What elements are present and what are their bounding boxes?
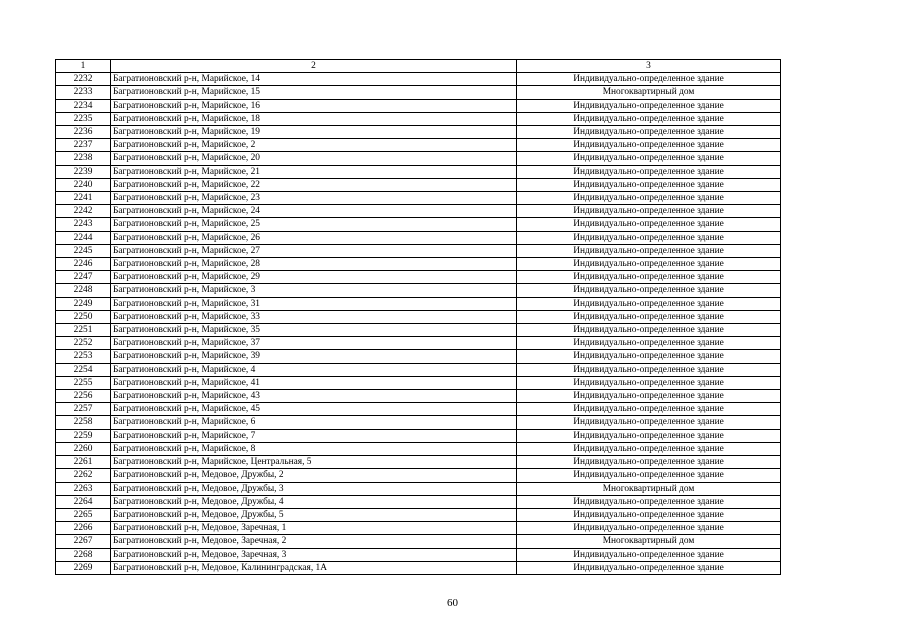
table-row [56, 86, 781, 99]
address-cell: Багратионовский р-н, Марийское, 23 [111, 192, 517, 205]
object-type-cell: Индивидуально-определенное здание [517, 416, 781, 429]
address-cell: Багратионовский р-н, Марийское, 2 [111, 139, 517, 152]
address-cell: Багратионовский р-н, Марийское, 37 [111, 337, 517, 350]
table-row [56, 178, 781, 191]
table-row [56, 297, 781, 310]
address-cell: Багратионовский р-н, Марийское, 29 [111, 271, 517, 284]
address-cell: Багратионовский р-н, Медовое, Заречная, 3 [111, 548, 517, 561]
object-type-cell: Индивидуально-определенное здание [517, 310, 781, 323]
address-cell: Багратионовский р-н, Медовое, Заречная, 2 [111, 535, 517, 548]
object-type-cell: Индивидуально-определенное здание [517, 258, 781, 271]
address-cell: Багратионовский р-н, Марийское, 18 [111, 112, 517, 125]
table-row [56, 376, 781, 389]
object-type-cell: Индивидуально-определенное здание [517, 271, 781, 284]
table-row [56, 126, 781, 139]
row-number: 2247 [56, 271, 111, 284]
row-number: 2236 [56, 126, 111, 139]
header-col-3: 3 [517, 60, 781, 73]
address-cell: Багратионовский р-н, Марийское, 45 [111, 403, 517, 416]
row-number: 2257 [56, 403, 111, 416]
row-number: 2264 [56, 495, 111, 508]
object-type-cell: Индивидуально-определенное здание [517, 244, 781, 257]
table-row [56, 139, 781, 152]
row-number: 2269 [56, 561, 111, 574]
row-number: 2263 [56, 482, 111, 495]
registry-table-body [56, 60, 781, 575]
object-type-cell: Индивидуально-определенное здание [517, 73, 781, 86]
registry-table [55, 59, 781, 575]
table-row [56, 244, 781, 257]
table-row [56, 205, 781, 218]
row-number: 2251 [56, 324, 111, 337]
table-row [56, 442, 781, 455]
row-number: 2268 [56, 548, 111, 561]
object-type-cell: Индивидуально-определенное здание [517, 456, 781, 469]
object-type-cell: Индивидуально-определенное здание [517, 442, 781, 455]
address-cell: Багратионовский р-н, Марийское, 19 [111, 126, 517, 139]
object-type-cell: Индивидуально-определенное здание [517, 112, 781, 125]
row-number: 2261 [56, 456, 111, 469]
table-row [56, 482, 781, 495]
row-number: 2232 [56, 73, 111, 86]
row-number: 2245 [56, 244, 111, 257]
table-row [56, 271, 781, 284]
address-cell: Багратионовский р-н, Марийское, 7 [111, 429, 517, 442]
table-row [56, 165, 781, 178]
row-number: 2253 [56, 350, 111, 363]
table-row [56, 99, 781, 112]
address-cell: Багратионовский р-н, Марийское, 41 [111, 376, 517, 389]
table-row [56, 508, 781, 521]
table-row [56, 310, 781, 323]
address-cell: Багратионовский р-н, Марийское, 27 [111, 244, 517, 257]
row-number: 2250 [56, 310, 111, 323]
object-type-cell: Многоквартирный дом [517, 535, 781, 548]
object-type-cell: Индивидуально-определенное здание [517, 284, 781, 297]
address-cell: Багратионовский р-н, Марийское, 39 [111, 350, 517, 363]
address-cell: Багратионовский р-н, Марийское, 21 [111, 165, 517, 178]
row-number: 2233 [56, 86, 111, 99]
table-row [56, 403, 781, 416]
object-type-cell: Индивидуально-определенное здание [517, 429, 781, 442]
table-row [56, 192, 781, 205]
object-type-cell: Индивидуально-определенное здание [517, 561, 781, 574]
address-cell: Багратионовский р-н, Медовое, Дружбы, 3 [111, 482, 517, 495]
table-row [56, 73, 781, 86]
table-row [56, 456, 781, 469]
table-row [56, 495, 781, 508]
table-row [56, 390, 781, 403]
row-number: 2239 [56, 165, 111, 178]
table-row [56, 350, 781, 363]
header-col-1: 1 [56, 60, 111, 73]
table-row [56, 548, 781, 561]
row-number: 2242 [56, 205, 111, 218]
address-cell: Багратионовский р-н, Медовое, Калининградская, 1А [111, 561, 517, 574]
row-number: 2267 [56, 535, 111, 548]
address-cell: Багратионовский р-н, Марийское, 33 [111, 310, 517, 323]
object-type-cell: Индивидуально-определенное здание [517, 350, 781, 363]
table-row [56, 218, 781, 231]
address-cell: Багратионовский р-н, Медовое, Дружбы, 4 [111, 495, 517, 508]
table-row [56, 152, 781, 165]
table-row [56, 561, 781, 574]
address-cell: Багратионовский р-н, Марийское, 14 [111, 73, 517, 86]
address-cell: Багратионовский р-н, Марийское, 15 [111, 86, 517, 99]
object-type-cell: Индивидуально-определенное здание [517, 152, 781, 165]
object-type-cell: Индивидуально-определенное здание [517, 231, 781, 244]
object-type-cell: Индивидуально-определенное здание [517, 297, 781, 310]
table-row [56, 416, 781, 429]
object-type-cell: Индивидуально-определенное здание [517, 126, 781, 139]
object-type-cell: Индивидуально-определенное здание [517, 178, 781, 191]
table-row [56, 522, 781, 535]
object-type-cell: Индивидуально-определенное здание [517, 376, 781, 389]
table-row [56, 337, 781, 350]
address-cell: Багратионовский р-н, Марийское, 25 [111, 218, 517, 231]
object-type-cell: Индивидуально-определенное здание [517, 548, 781, 561]
object-type-cell: Индивидуально-определенное здание [517, 99, 781, 112]
header-col-2: 2 [111, 60, 517, 73]
table-row [56, 363, 781, 376]
row-number: 2252 [56, 337, 111, 350]
address-cell: Багратионовский р-н, Марийское, 22 [111, 178, 517, 191]
address-cell: Багратионовский р-н, Марийское, 6 [111, 416, 517, 429]
table-row [56, 284, 781, 297]
row-number: 2238 [56, 152, 111, 165]
row-number: 2266 [56, 522, 111, 535]
row-number: 2260 [56, 442, 111, 455]
table-row [56, 535, 781, 548]
row-number: 2258 [56, 416, 111, 429]
row-number: 2246 [56, 258, 111, 271]
table-row [56, 231, 781, 244]
page-number: 60 [447, 597, 458, 609]
address-cell: Багратионовский р-н, Марийское, 20 [111, 152, 517, 165]
row-number: 2243 [56, 218, 111, 231]
row-number: 2265 [56, 508, 111, 521]
row-number: 2262 [56, 469, 111, 482]
object-type-cell: Индивидуально-определенное здание [517, 218, 781, 231]
address-cell: Багратионовский р-н, Марийское, 28 [111, 258, 517, 271]
header-row [56, 60, 781, 73]
table-row [56, 324, 781, 337]
address-cell: Багратионовский р-н, Марийское, 8 [111, 442, 517, 455]
address-cell: Багратионовский р-н, Марийское, 31 [111, 297, 517, 310]
object-type-cell: Индивидуально-определенное здание [517, 522, 781, 535]
table-row [56, 258, 781, 271]
table-row [56, 112, 781, 125]
table-row [56, 469, 781, 482]
row-number: 2259 [56, 429, 111, 442]
object-type-cell: Индивидуально-определенное здание [517, 390, 781, 403]
object-type-cell: Индивидуально-определенное здание [517, 205, 781, 218]
object-type-cell: Индивидуально-определенное здание [517, 495, 781, 508]
address-cell: Багратионовский р-н, Марийское, 24 [111, 205, 517, 218]
object-type-cell: Индивидуально-определенное здание [517, 363, 781, 376]
address-cell: Багратионовский р-н, Марийское, 26 [111, 231, 517, 244]
row-number: 2256 [56, 390, 111, 403]
address-cell: Багратионовский р-н, Марийское, Центральная, 5 [111, 456, 517, 469]
object-type-cell: Индивидуально-определенное здание [517, 337, 781, 350]
address-cell: Багратионовский р-н, Марийское, 35 [111, 324, 517, 337]
row-number: 2255 [56, 376, 111, 389]
address-cell: Багратионовский р-н, Марийское, 16 [111, 99, 517, 112]
address-cell: Багратионовский р-н, Медовое, Дружбы, 5 [111, 508, 517, 521]
object-type-cell: Многоквартирный дом [517, 86, 781, 99]
row-number: 2249 [56, 297, 111, 310]
object-type-cell: Индивидуально-определенное здание [517, 469, 781, 482]
row-number: 2254 [56, 363, 111, 376]
object-type-cell: Индивидуально-определенное здание [517, 403, 781, 416]
address-cell: Багратионовский р-н, Марийское, 3 [111, 284, 517, 297]
address-cell: Багратионовский р-н, Марийское, 4 [111, 363, 517, 376]
object-type-cell: Индивидуально-определенное здание [517, 165, 781, 178]
address-cell: Багратионовский р-н, Медовое, Заречная, 1 [111, 522, 517, 535]
row-number: 2240 [56, 178, 111, 191]
row-number: 2237 [56, 139, 111, 152]
address-cell: Багратионовский р-н, Медовое, Дружбы, 2 [111, 469, 517, 482]
row-number: 2234 [56, 99, 111, 112]
address-cell: Багратионовский р-н, Марийское, 43 [111, 390, 517, 403]
row-number: 2235 [56, 112, 111, 125]
object-type-cell: Индивидуально-определенное здание [517, 192, 781, 205]
object-type-cell: Многоквартирный дом [517, 482, 781, 495]
object-type-cell: Индивидуально-определенное здание [517, 324, 781, 337]
row-number: 2241 [56, 192, 111, 205]
row-number: 2248 [56, 284, 111, 297]
object-type-cell: Индивидуально-определенное здание [517, 508, 781, 521]
row-number: 2244 [56, 231, 111, 244]
object-type-cell: Индивидуально-определенное здание [517, 139, 781, 152]
table-row [56, 429, 781, 442]
